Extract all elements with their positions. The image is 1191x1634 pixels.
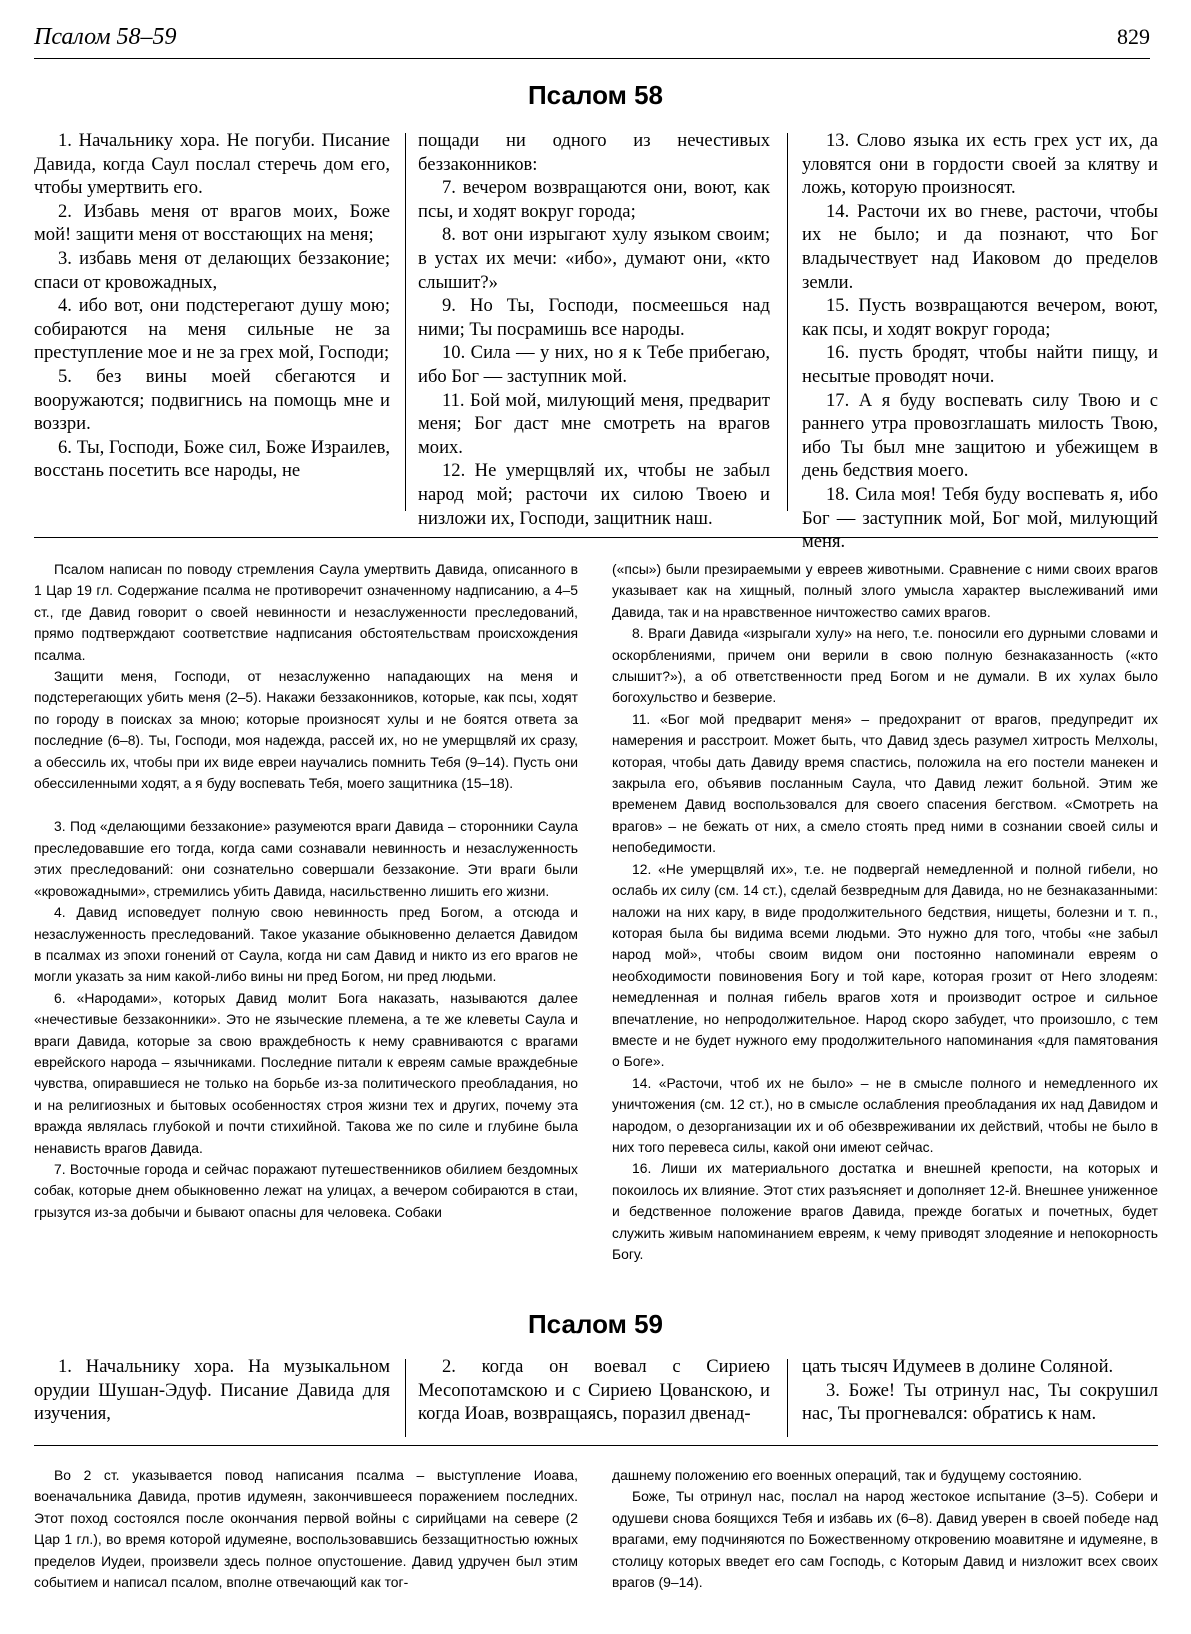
verse: 15. Пусть возвращаются вечером, воют, как псы, и ходят вокруг города; <box>802 295 1158 340</box>
verse: 1. Начальнику хора. Не погуби. Писание Давида, когда Саул послал стеречь дом его, чтобы умертвить его. <box>34 130 390 199</box>
commentary-paragraph: Во 2 ст. указывается повод написания псалма – выступление Иоава, военачальника Давида, против идумеян, закончившееся поражением последних. Этот поход состоялся после окончания первой войны с сирийцами на севере (2 Цар 1 гл.), во время которой идумеяне, воспользовавшись беззащитностью южных пределов Иудеи, произвели здесь полное опустошение. Давид удручен был этим событием и написал псалом, вполне отвечающий как тог- <box>34 1467 578 1591</box>
running-header <box>34 18 1150 59</box>
commentary-paragraph: 8. Враги Давида «изрыгали хулу» на него, т.е. поносили его дурными словами и оскорблениями, причем они верили в свою полную безнаказанность («кто слышит?»), а об ответственности пред Богом и не думали. В их хулах было богохульство и безверие. <box>612 625 1158 706</box>
column-divider <box>405 133 406 511</box>
verse-continuation: пощади ни одного из нечестивых беззаконников: <box>418 130 770 175</box>
psalm-59-commentary-left <box>34 1465 578 1593</box>
psalm-59-verses-column-3 <box>802 1355 1158 1426</box>
commentary-paragraph: 7. Восточные города и сейчас поражают путешественников обилием бездомных собак, которые днем обыкновенно лежат на улицах, а вечером собираются в стаи, грызутся из-за добычи и бывают опасны для человека. Собаки <box>34 1160 578 1220</box>
column-divider <box>405 1359 406 1437</box>
verse: 13. Слово языка их есть грех уст их, да уловятся они в гордости своей за клятву и ложь, которую произносят. <box>802 130 1158 199</box>
running-title: Псалом 58–59 <box>34 24 177 50</box>
psalm-58-title: Псалом 58 <box>527 80 663 110</box>
verse: 6. Ты, Господи, Боже сил, Боже Израилев, восстань посетить все народы, не <box>34 436 390 482</box>
commentary-paragraph: Псалом написан по поводу стремления Саула умертвить Давида, описанного в 1 Цар 19 гл. Содержание псалма не противоречит означенному надписанию, а 4–5 ст., где Давид говорит о своей невинности и незаслуженности преследований, прямо подтверждают соответствие надписания обстоятельствам происхождения псалма. <box>34 561 578 663</box>
verse: 17. А я буду воспевать силу Твою и с раннего утра провозглашать милость Твою, ибо Ты был мне защитою и убежищем в день бедствия моего. <box>802 389 1158 482</box>
commentary-paragraph: Защити меня, Господи, от незаслуженно нападающих на меня и подстерегающих убить меня (2–5). Накажи беззаконников, которые, как псы, ходят по городу в поисках за мною; которые произносят хулы и не боятся ответа за последние (6–8). Ты, Господи, моя надежда, рассей их, но не умерщвляй их сразу, а обессиль их, чтобы при их виде евреи научались помнить Тебя (9–14). Пусть они обессиленными ходят, а я буду воспевать Тебя, моего защитника (15–18). <box>34 668 578 792</box>
commentary-paragraph: 16. Лиши их материального достатка и внешней крепости, на которых и покоилось их влияние. Этот стих разъясняет и дополняет 12-й. Внешнее униженное и бедственное положение врагов Давида, прежде богатых и почетных, будет служить живым напоминанием евреям, к чему приводят злодеяние и непокорность Богу. <box>612 1160 1158 1262</box>
commentary-paragraph: Боже, Ты отринул нас, послал на народ жестокое испытание (3–5). Собери и одушеви снова боящихся Тебя и избавь их (6–8). Давид уверен в своей победе над врагами, ему подчиняются по Божественному откровению моавитяне и идумеяне, в столицу которых введет его сам Господь, с Которым Давид и низложит всех своих врагов (9–14). <box>612 1488 1158 1591</box>
section-divider <box>34 537 1158 538</box>
verse: 2. Избавь меня от врагов моих, Боже мой! защити меня от восстающих на меня; <box>34 200 390 246</box>
psalm-58-verses-column-1 <box>34 129 390 483</box>
commentary-paragraph: 4. Давид исповедует полную свою невинность пред Богом, а отсюда и незаслуженность преследований. Такое указание обыкновенно делается Давидом в псалмах из эпохи гонений от Саула, когда ни сам Давид и никто из его врагов не могли указать за ним какой-либо вины ни пред Богом, ни пред людьми. <box>34 904 578 985</box>
verse: 2. когда он воевал с Сириею Месопотамскою и с Сириею Цованскою, и когда Иоав, возвращаясь, поразил двенад- <box>418 1356 770 1425</box>
psalm-59-title: Псалом 59 <box>527 1309 663 1339</box>
psalm-59-verses-column-2 <box>418 1355 770 1426</box>
verse: 14. Расточи их во гневе, расточи, чтобы их не было; и да познают, что Бог владычествует над Иаковом до пределов земли. <box>802 200 1158 293</box>
verse: 7. вечером возвращаются они, воют, как псы, и ходят вокруг города; <box>418 177 770 222</box>
section-divider <box>34 1445 1158 1446</box>
commentary-continuation: дашнему положению его военных операций, так и будущему состоянию. <box>612 1467 1082 1483</box>
verse: 18. Сила моя! Тебя буду воспевать я, ибо Бог — заступник мой, Бог мой, милующий меня. <box>802 483 1158 553</box>
verse: 4. ибо вот, они подстерегают душу мою; собираются на меня сильные не за преступление мое и не за грех мой, Господи; <box>34 295 390 364</box>
psalm-58-verses-column-2 <box>418 129 770 530</box>
verse: 1. Начальнику хора. На музыкальном орудии Шушан-Эдуф. Писание Давида для изучения, <box>34 1356 390 1425</box>
psalm-58-commentary-left <box>34 559 578 1223</box>
verse: 3. избавь меня от делающих беззаконие; спаси от кровожадных, <box>34 247 390 293</box>
psalm-59-commentary-right <box>612 1465 1158 1593</box>
verse: 8. вот они изрыгают хулу языком своим; в устах их мечи: «ибо», думают они, «кто слышит?» <box>418 224 770 293</box>
column-divider <box>787 1359 788 1437</box>
verse: 10. Сила — у них, но я к Тебе прибегаю, ибо Бог — заступник мой. <box>418 342 770 387</box>
commentary-paragraph: 6. «Народами», которых Давид молит Бога наказать, называются далее «нечестивые беззаконники». Это не языческие племена, а те же клеветы Саула и враги Давида, которые за свою враждебность к нему сравниваются с врагами еврейского народа – язычниками. Последние питали к евреям самые враждебные чувства, опиравшиеся не только на борьбе из-за политического преобладания, но и на религиозных и бытовых особенностях строя жизни тех и других, почему эта вражда являлась глубокой и почти стихийной. Такова же по силе и глубине была ненависть врагов Давида. <box>34 989 578 1156</box>
verse: 11. Бой мой, милующий меня, предварит меня; Бог даст мне смотреть на врагов моих. <box>418 389 770 458</box>
commentary-paragraph: 3. Под «делающими беззаконие» разумеются враги Давида – сторонники Саула преследовавшие его тогда, когда сами сознавали невинность и незаслуженность этих преследований: они сознательно совершали беззаконие. Эти враги были «кровожадными», стремились убить Давида, насильственно лишить его жизни. <box>34 818 578 899</box>
column-divider <box>787 133 788 511</box>
verse: 3. Боже! Ты отринул нас, Ты сокрушил нас, Ты прогневался: обратись к нам. <box>802 1379 1158 1425</box>
commentary-paragraph: 12. «Не умерщвляй их», т.е. не подвергай немедленной и полной гибели, но ослабь их силу (см. 14 ст.), сделай безвредным для Давида, но не безнаказанными: наложи на них кару, в виде продолжительного бедствия, нищеты, болезни и т. п., которая была бы видима всеми людьми. Это нужно для того, чтобы «не забыл народ мой», чтобы своим видом они постоянно напоминали евреям о необходимости повиновения Богу и той каре, которая грозит от Него злодеям: немедленная и полная гибель врагов хотя и производит острое и сильное впечатление, но непродолжительное. Народ скоро забудет, что произошло, с тем вместе и не будет нужного ему продолжительного напоминания «для памятования о Боге». <box>612 860 1158 1070</box>
commentary-paragraph: 11. «Бог мой предварит меня» – предохранит от врагов, предупредит их намерения и расстроит. Может быть, что Давид здесь разумел хитрость Мелхолы, которая, чтобы дать Давиду время спастись, положила на его постели манекен и закрыла его, объявив посланным Саула, что Давид лежит больной. Этим же временем Давид воспользовался для своего спасения бегством. «Смотреть на врагов» – не бежать от них, а смело стоять пред ними в сознании своей силы и непобедимости. <box>612 710 1158 856</box>
verse: 9. Но Ты, Господи, посмеешься над ними; Ты посрамишь все народы. <box>418 295 770 340</box>
page-number: 829 <box>1117 24 1150 49</box>
verse: 5. без вины моей сбегаются и вооружаются; подвигнись на помощь мне и воззри. <box>34 365 390 435</box>
commentary-paragraph: 14. «Расточи, чтоб их не было» – не в смысле полного и немедленного их уничтожения (см. 12 ст.), но в смысле ослабления преобладания их над Давидом и народом, о дезорганизации их и об обезвреживании их действий, чтобы не было в них того перевеса силы, какой они имеют сейчас. <box>612 1074 1158 1155</box>
verse: 12. Не умерщвляй их, чтобы не забыл народ мой; расточи их силою Твоею и низложи их, Господи, защитник наш. <box>418 460 770 529</box>
commentary-continuation: («псы») были презираемыми у евреев животными. Сравнение с ними своих врагов указывает как на хищный, полный злого умысла характер выслеживаний ими Давида, так и на нравственное ничтожество самих врагов. <box>612 561 1158 620</box>
psalm-58-commentary-right <box>612 559 1158 1265</box>
psalm-58-verses-column-3 <box>802 129 1158 554</box>
psalm-59-verses-column-1 <box>34 1355 390 1426</box>
verse: 16. пусть бродят, чтобы найти пищу, и несытые проводят ночи. <box>802 342 1158 387</box>
verse-continuation: цать тысяч Идумеев в долине Соляной. <box>802 1356 1114 1377</box>
